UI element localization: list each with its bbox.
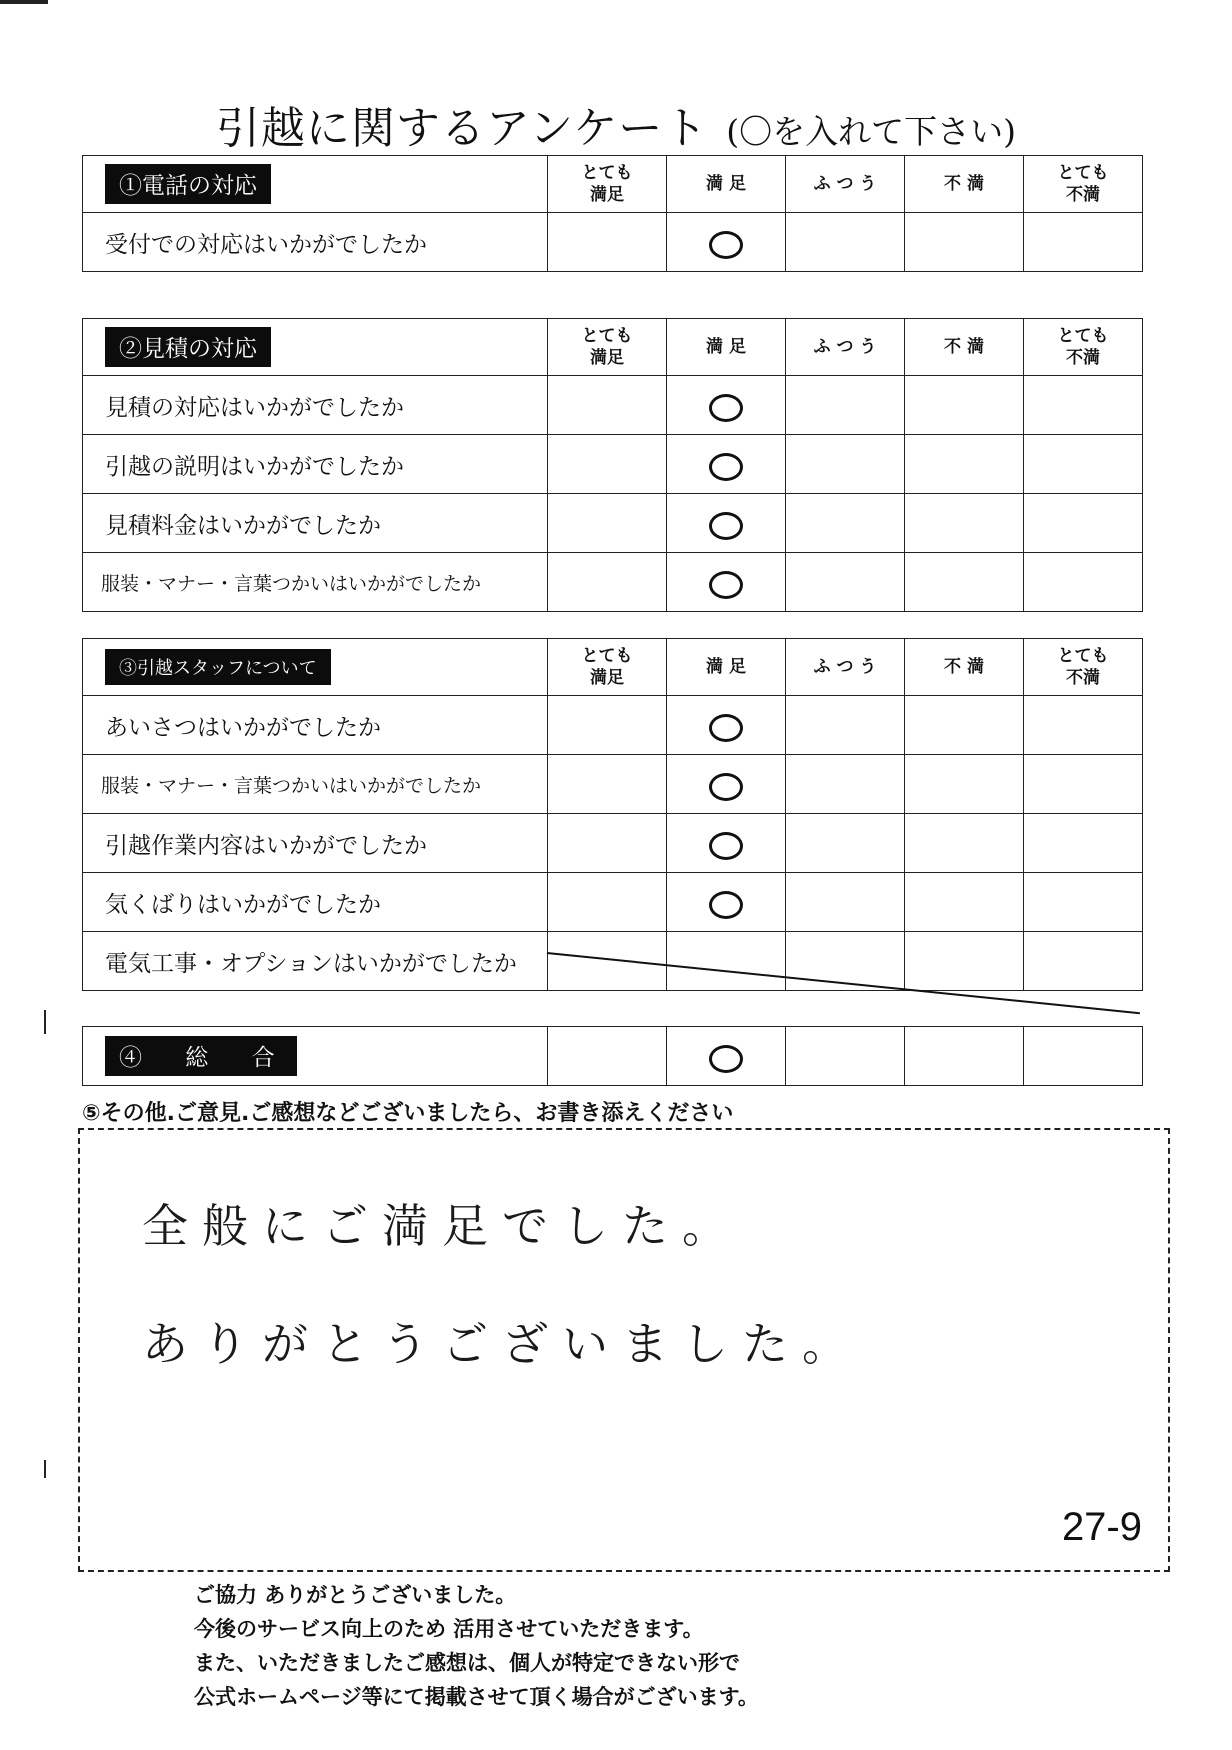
section-header bbox=[83, 156, 548, 213]
survey-title-main: 引越に関するアンケート bbox=[215, 103, 709, 154]
answer-cell[interactable] bbox=[905, 376, 1024, 435]
question-row bbox=[83, 932, 1143, 991]
answer-cell[interactable] bbox=[1024, 553, 1143, 612]
form-code: 27-9 bbox=[1061, 1505, 1142, 1549]
section-header bbox=[83, 639, 548, 696]
answer-cell[interactable] bbox=[1024, 1027, 1143, 1086]
circle-mark-icon bbox=[709, 571, 743, 599]
answer-cell[interactable] bbox=[786, 376, 905, 435]
col-dissatisfied: 不 満 bbox=[905, 156, 1024, 213]
section-estimate bbox=[82, 318, 1143, 612]
question-text: 見積料金はいかがでしたか bbox=[83, 494, 548, 553]
edge-tick bbox=[44, 1010, 46, 1034]
question-text: 見積の対応はいかがでしたか bbox=[83, 376, 548, 435]
col-satisfied: 満 足 bbox=[667, 319, 786, 376]
section-label: ④ 総 合 bbox=[105, 1036, 297, 1076]
footer-notice bbox=[194, 1578, 759, 1714]
section-label: ②見積の対応 bbox=[105, 327, 271, 367]
answer-cell[interactable] bbox=[905, 814, 1024, 873]
answer-cell[interactable] bbox=[548, 376, 667, 435]
circle-mark-icon bbox=[709, 453, 743, 481]
section-label: ①電話の対応 bbox=[105, 164, 271, 204]
col-dissatisfied: 不 満 bbox=[905, 319, 1024, 376]
answer-cell-selected[interactable] bbox=[667, 553, 786, 612]
question-row bbox=[83, 213, 1143, 272]
circle-mark-icon bbox=[709, 714, 743, 742]
footer-line: 公式ホームページ等にて掲載させて頂く場合がございます。 bbox=[194, 1685, 759, 1709]
answer-cell[interactable] bbox=[905, 213, 1024, 272]
circle-mark-icon bbox=[709, 1045, 743, 1073]
section-overall bbox=[82, 1026, 1143, 1086]
answer-cell[interactable] bbox=[548, 755, 667, 814]
col-neutral: ふ つ う bbox=[786, 319, 905, 376]
col-very-dissatisfied: とても 不満 bbox=[1024, 319, 1143, 376]
section-header bbox=[83, 1027, 548, 1086]
answer-cell-selected[interactable] bbox=[667, 494, 786, 553]
circle-mark-icon bbox=[709, 512, 743, 540]
answer-cell[interactable] bbox=[786, 553, 905, 612]
comment-box[interactable] bbox=[78, 1128, 1170, 1572]
footer-line: ご協力 ありがとうございました。 bbox=[194, 1583, 517, 1607]
answer-cell[interactable] bbox=[548, 1027, 667, 1086]
section-phone bbox=[82, 155, 1143, 272]
circle-mark-icon bbox=[709, 891, 743, 919]
answer-cell[interactable] bbox=[548, 696, 667, 755]
answer-cell[interactable] bbox=[548, 873, 667, 932]
comment-prompt: ⑤その他.ご意見.ご感想などございましたら、お書き添えください bbox=[82, 1101, 734, 1126]
answer-cell[interactable] bbox=[905, 873, 1024, 932]
answer-cell[interactable] bbox=[548, 213, 667, 272]
col-satisfied: 満 足 bbox=[667, 639, 786, 696]
handwritten-comment-line: ありがとうございました。 bbox=[142, 1317, 862, 1371]
question-text: 気くばりはいかがでしたか bbox=[83, 873, 548, 932]
answer-cell[interactable] bbox=[1024, 755, 1143, 814]
answer-cell[interactable] bbox=[1024, 814, 1143, 873]
answer-cell[interactable] bbox=[667, 932, 786, 991]
answer-cell[interactable] bbox=[905, 932, 1024, 991]
answer-cell[interactable] bbox=[548, 435, 667, 494]
answer-cell[interactable] bbox=[905, 755, 1024, 814]
answer-cell[interactable] bbox=[548, 494, 667, 553]
answer-cell[interactable] bbox=[786, 696, 905, 755]
question-row bbox=[83, 873, 1143, 932]
answer-cell-selected[interactable] bbox=[667, 696, 786, 755]
footer-line: また、いただきましたご感想は、個人が特定できない形で bbox=[194, 1651, 740, 1675]
answer-cell-selected[interactable] bbox=[667, 873, 786, 932]
question-text: 服装・マナー・言葉つかいはいかがでしたか bbox=[83, 553, 548, 612]
answer-cell[interactable] bbox=[905, 435, 1024, 494]
answer-cell-selected[interactable] bbox=[667, 213, 786, 272]
answer-cell[interactable] bbox=[1024, 696, 1143, 755]
col-neutral: ふ つ う bbox=[786, 639, 905, 696]
handwritten-comment-line: 全般にご満足でした。 bbox=[142, 1199, 742, 1253]
col-dissatisfied: 不 満 bbox=[905, 639, 1024, 696]
col-very-satisfied: とても 満足 bbox=[548, 156, 667, 213]
col-very-satisfied: とても 満足 bbox=[548, 639, 667, 696]
question-row bbox=[83, 376, 1143, 435]
question-row bbox=[83, 755, 1143, 814]
footer-line: 今後のサービス向上のため 活用させていただきます。 bbox=[194, 1617, 704, 1641]
question-text: あいさつはいかがでしたか bbox=[83, 696, 548, 755]
answer-cell[interactable] bbox=[905, 1027, 1024, 1086]
answer-cell[interactable] bbox=[1024, 435, 1143, 494]
answer-cell-selected[interactable] bbox=[667, 1027, 786, 1086]
answer-cell[interactable] bbox=[786, 494, 905, 553]
question-row bbox=[83, 696, 1143, 755]
answer-cell[interactable] bbox=[786, 213, 905, 272]
answer-cell[interactable] bbox=[1024, 494, 1143, 553]
question-text: 受付での対応はいかがでしたか bbox=[83, 213, 548, 272]
question-row bbox=[83, 494, 1143, 553]
answer-cell-selected[interactable] bbox=[667, 376, 786, 435]
col-very-dissatisfied: とても 不満 bbox=[1024, 156, 1143, 213]
edge-tick bbox=[44, 1460, 46, 1478]
question-text: 引越の説明はいかがでしたか bbox=[83, 435, 548, 494]
answer-cell[interactable] bbox=[786, 814, 905, 873]
answer-cell-selected[interactable] bbox=[667, 435, 786, 494]
section-label: ③引越スタッフについて bbox=[105, 649, 331, 685]
question-text: 電気工事・オプションはいかがでしたか bbox=[83, 932, 548, 991]
question-text: 服装・マナー・言葉つかいはいかがでしたか bbox=[83, 755, 548, 814]
answer-cell[interactable] bbox=[786, 435, 905, 494]
survey-title-instruction: (〇を入れて下さい) bbox=[726, 112, 1017, 151]
answer-cell[interactable] bbox=[786, 755, 905, 814]
answer-cell[interactable] bbox=[905, 553, 1024, 612]
question-row bbox=[83, 435, 1143, 494]
answer-cell[interactable] bbox=[548, 932, 667, 991]
corner-mark bbox=[0, 0, 48, 4]
answer-cell-selected[interactable] bbox=[667, 814, 786, 873]
answer-cell[interactable] bbox=[786, 1027, 905, 1086]
section-header bbox=[83, 319, 548, 376]
circle-mark-icon bbox=[709, 773, 743, 801]
circle-mark-icon bbox=[709, 394, 743, 422]
answer-cell-selected[interactable] bbox=[667, 755, 786, 814]
col-neutral: ふ つ う bbox=[786, 156, 905, 213]
answer-cell[interactable] bbox=[1024, 213, 1143, 272]
answer-cell[interactable] bbox=[548, 814, 667, 873]
answer-cell[interactable] bbox=[786, 873, 905, 932]
answer-cell[interactable] bbox=[905, 494, 1024, 553]
answer-cell[interactable] bbox=[1024, 376, 1143, 435]
circle-mark-icon bbox=[709, 231, 743, 259]
survey-title bbox=[0, 92, 1232, 156]
col-very-satisfied: とても 満足 bbox=[548, 319, 667, 376]
question-row bbox=[83, 814, 1143, 873]
section-staff bbox=[82, 638, 1143, 991]
answer-cell[interactable] bbox=[548, 553, 667, 612]
answer-cell[interactable] bbox=[905, 696, 1024, 755]
question-text: 引越作業内容はいかがでしたか bbox=[83, 814, 548, 873]
answer-cell[interactable] bbox=[1024, 932, 1143, 991]
answer-cell[interactable] bbox=[1024, 873, 1143, 932]
col-very-dissatisfied: とても 不満 bbox=[1024, 639, 1143, 696]
question-row bbox=[83, 553, 1143, 612]
col-satisfied: 満 足 bbox=[667, 156, 786, 213]
circle-mark-icon bbox=[709, 832, 743, 860]
